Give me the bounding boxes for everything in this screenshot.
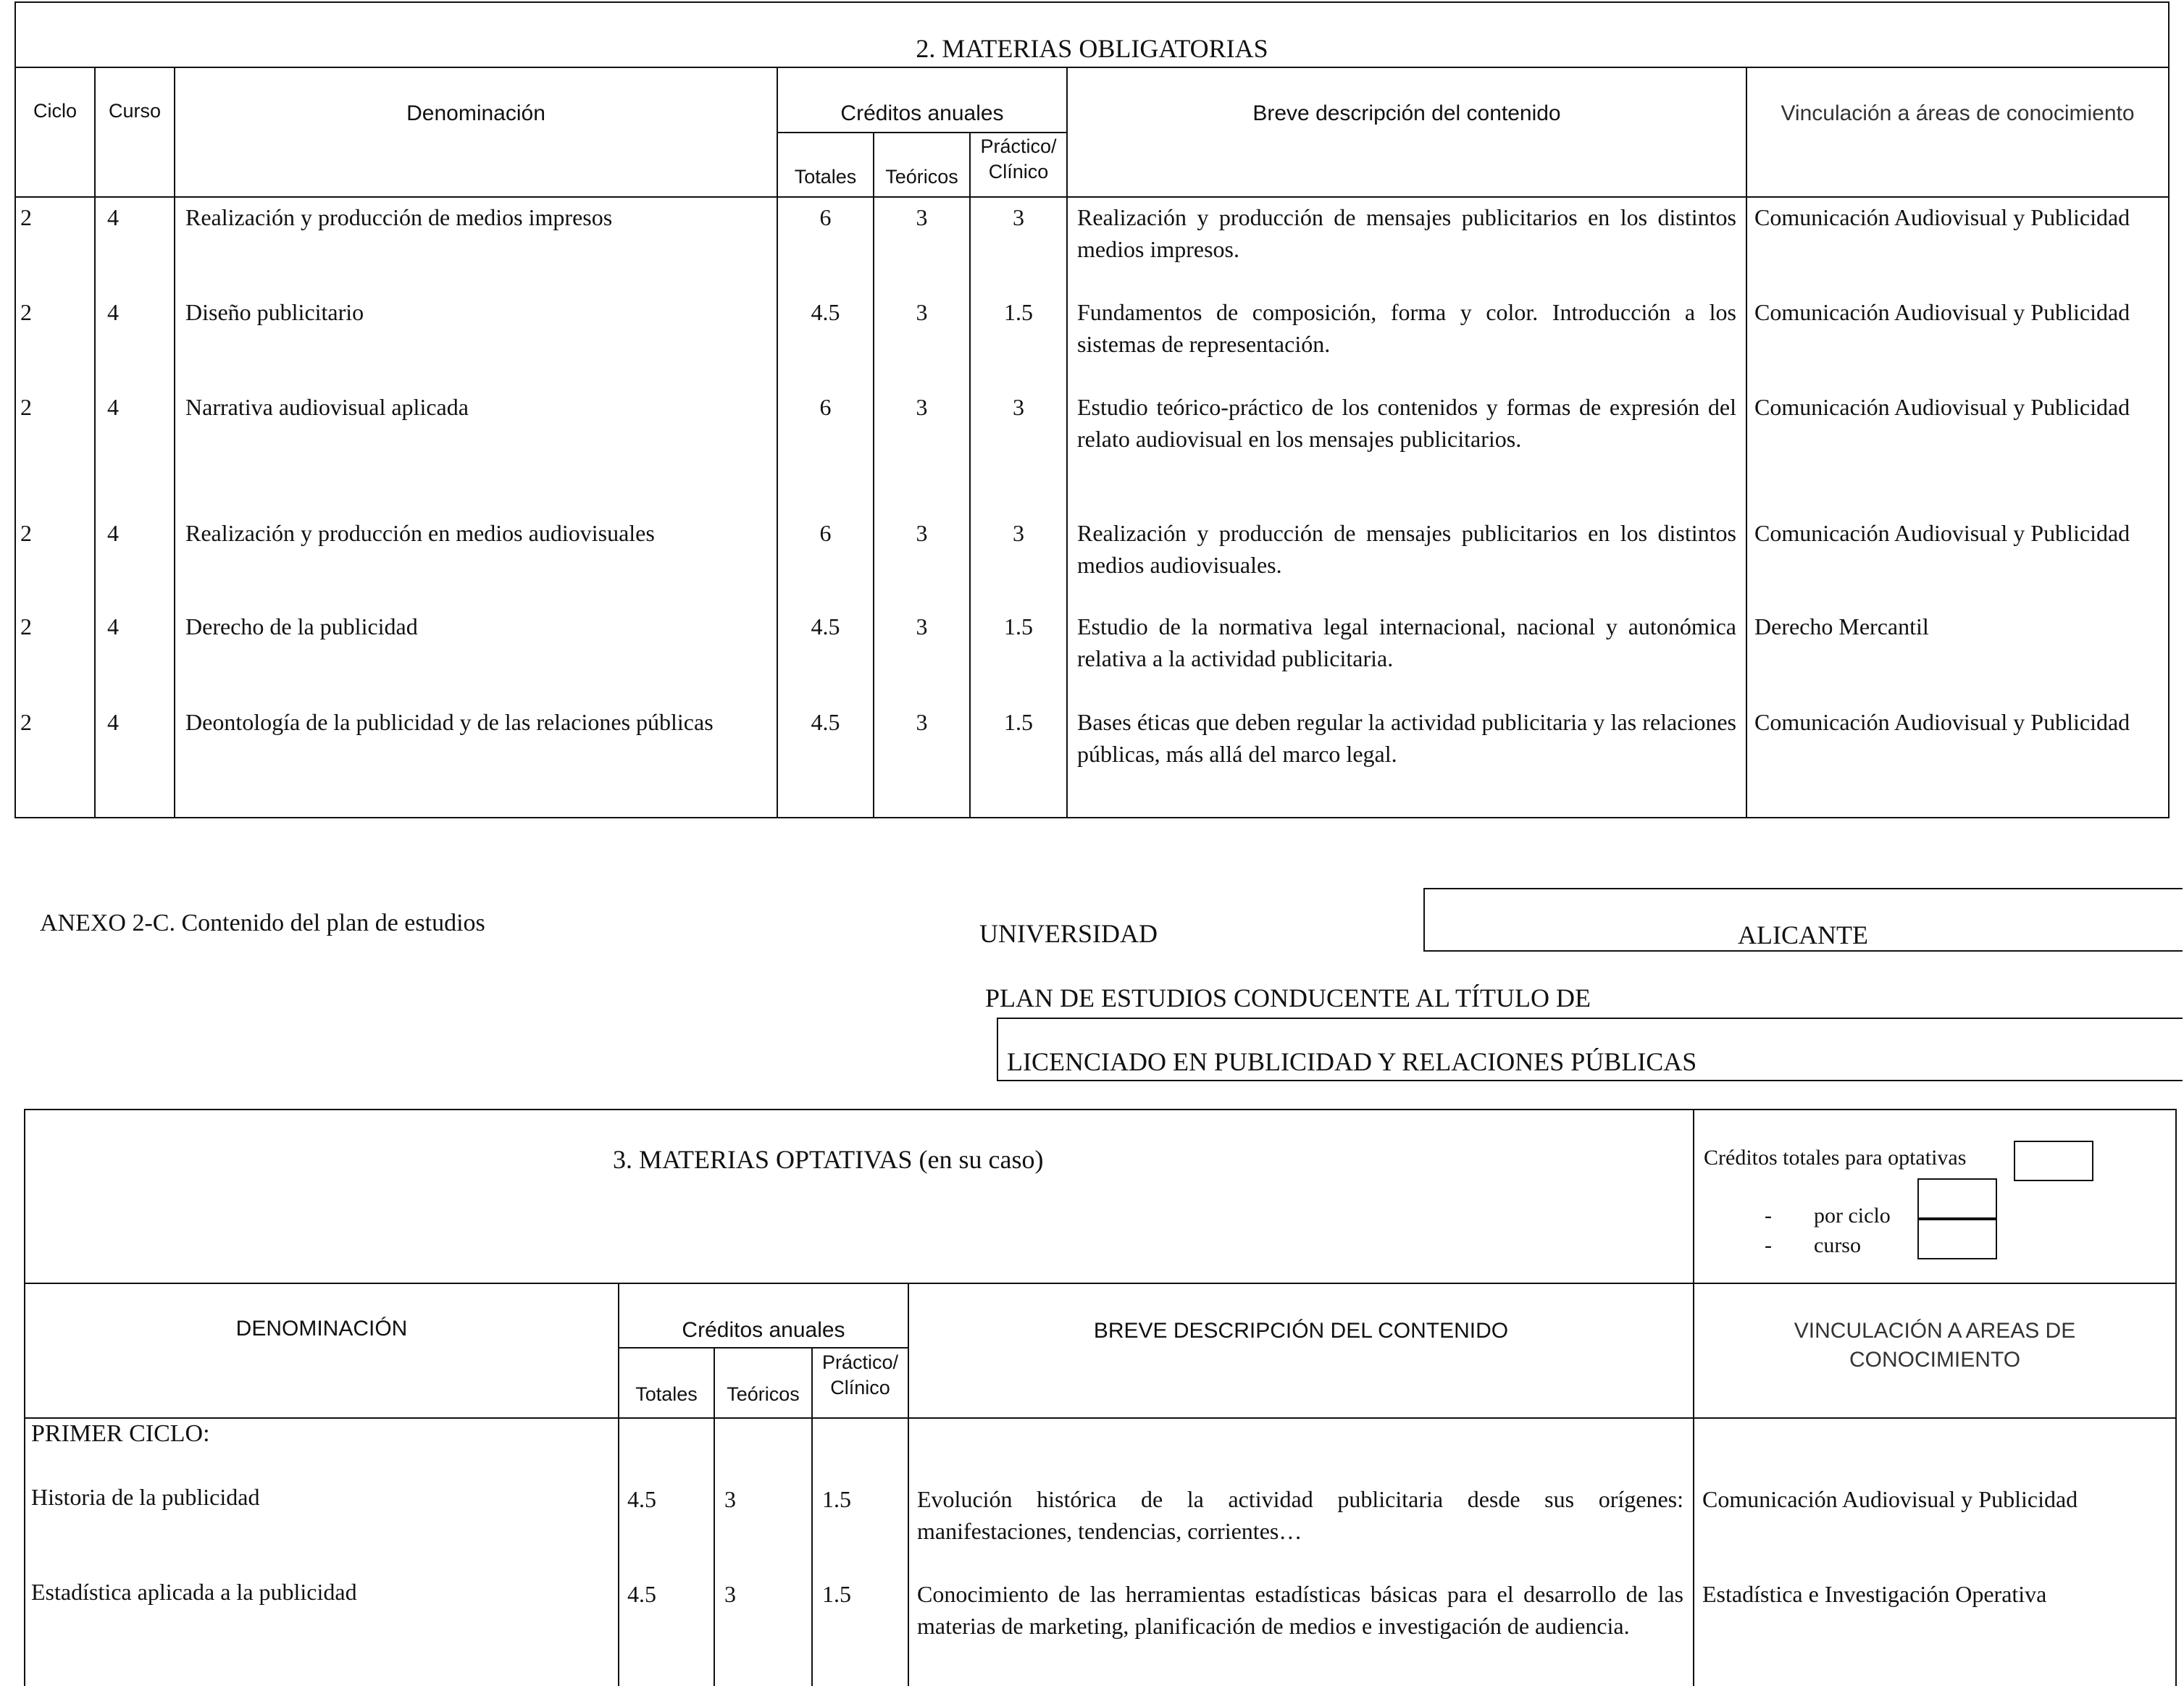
cell-practico: 1.5	[822, 1486, 851, 1512]
por-ciclo-dash: -	[1765, 1204, 1772, 1228]
cell-vinculacion: Estadística e Investigación Operativa	[1702, 1581, 2047, 1607]
cell-ciclo: 2	[20, 520, 32, 546]
header-vinculacion-1: VINCULACIÓN A AREAS DE	[1794, 1319, 2076, 1343]
cell-practico: 3	[1013, 394, 1024, 420]
cell-totales: 6	[819, 204, 832, 230]
header-vinculacion-2: CONOCIMIENTO	[1849, 1348, 2021, 1372]
cell-curso: 4	[107, 613, 119, 639]
cell-vinculacion: Comunicación Audiovisual y Publicidad	[1754, 204, 2130, 230]
cell-practico: 3	[1013, 204, 1024, 230]
cell-descripcion: Bases éticas que deben regular la actividad publicitaria y las relaciones públicas, más allá del marco legal.	[1077, 709, 1736, 767]
creditos-totales-label: Créditos totales para optativas	[1704, 1146, 1967, 1170]
header-totales: Totales	[794, 166, 857, 188]
cell-teoricos: 3	[724, 1486, 736, 1512]
cell-totales: 4.5	[811, 299, 840, 325]
cell-curso: 4	[107, 520, 119, 546]
header-teoricos: Teóricos	[727, 1383, 800, 1405]
cell-curso: 4	[107, 394, 119, 420]
curso-dash: -	[1765, 1233, 1772, 1257]
cell-descripcion: Conocimiento de las herramientas estadísticas básicas para el desarrollo de las materias de marketing, planificación de medios e investigación de audiencia.	[917, 1581, 1683, 1639]
cell-vinculacion: Comunicación Audiovisual y Publicidad	[1702, 1486, 2078, 1512]
cell-curso: 4	[107, 709, 119, 735]
cell-denominacion: Historia de la publicidad	[31, 1484, 260, 1510]
cell-teoricos: 3	[916, 709, 928, 735]
cell-descripcion: Realización y producción de mensajes publicitarios en los distintos medios impresos.	[1077, 204, 1736, 262]
header-creditos-anuales: Créditos anuales	[682, 1318, 845, 1342]
cell-vinculacion: Comunicación Audiovisual y Publicidad	[1754, 299, 2130, 325]
cell-descripcion: Realización y producción de mensajes publicitarios en los distintos medios audiovisuales.	[1077, 520, 1736, 578]
cell-denominacion: Realización y producción de medios impresos	[185, 204, 613, 230]
obligatorias-section-title: 2. MATERIAS OBLIGATORIAS	[916, 34, 1268, 63]
cell-practico: 1.5	[1004, 299, 1033, 325]
por-ciclo-label: por ciclo	[1814, 1204, 1891, 1228]
cell-teoricos: 3	[916, 299, 928, 325]
universidad-label: UNIVERSIDAD	[979, 919, 1158, 948]
header-denominacion: Denominación	[406, 101, 545, 125]
cell-descripcion: Estudio teórico-práctico de los contenidos y formas de expresión del relato audiovisual en los mensajes publicitarios.	[1077, 394, 1736, 452]
header-clinico: Clínico	[830, 1377, 890, 1398]
cell-denominacion: Estadística aplicada a la publicidad	[31, 1579, 357, 1605]
curso-box[interactable]	[1917, 1219, 1997, 1259]
cell-practico: 1.5	[822, 1581, 851, 1607]
universidad-value: ALICANTE	[1738, 920, 1868, 949]
header-descripcion: BREVE DESCRIPCIÓN DEL CONTENIDO	[1093, 1319, 1509, 1343]
header-totales: Totales	[635, 1383, 698, 1405]
header-practico: Práctico/	[821, 1351, 899, 1373]
titulo-value: LICENCIADO EN PUBLICIDAD Y RELACIONES PÚBLICAS	[1007, 1047, 1697, 1076]
cell-teoricos: 3	[724, 1581, 736, 1607]
cell-totales: 4.5	[811, 709, 840, 735]
cell-denominacion: Derecho de la publicidad	[185, 613, 418, 639]
cell-ciclo: 2	[20, 299, 32, 325]
cell-ciclo: 2	[20, 204, 32, 230]
header-denominacion: DENOMINACIÓN	[235, 1317, 408, 1341]
cell-vinculacion: Comunicación Audiovisual y Publicidad	[1754, 709, 2130, 735]
optativas-section-title: 3. MATERIAS OPTATIVAS (en su caso)	[613, 1145, 1044, 1174]
ciclo-label: PRIMER CICLO:	[31, 1420, 210, 1447]
header-vinculacion: Vinculación a áreas de conocimiento	[1781, 101, 2135, 125]
cell-practico: 3	[1013, 520, 1024, 546]
cell-vinculacion: Comunicación Audiovisual y Publicidad	[1754, 394, 2130, 420]
cell-totales: 4.5	[627, 1486, 656, 1512]
cell-teoricos: 3	[916, 613, 928, 639]
cell-totales: 4.5	[627, 1581, 656, 1607]
cell-ciclo: 2	[20, 613, 32, 639]
cell-denominacion: Diseño publicitario	[185, 299, 364, 325]
cell-curso: 4	[107, 204, 119, 230]
cell-totales: 6	[819, 520, 832, 546]
cell-teoricos: 3	[916, 520, 928, 546]
cell-ciclo: 2	[20, 394, 32, 420]
header-creditos-anuales: Créditos anuales	[840, 101, 1004, 125]
cell-denominacion: Narrativa audiovisual aplicada	[185, 394, 469, 420]
cell-practico: 1.5	[1004, 709, 1033, 735]
cell-teoricos: 3	[916, 204, 928, 230]
cell-descripcion: Fundamentos de composición, forma y color. Introducción a los sistemas de representación.	[1077, 299, 1736, 357]
cell-denominacion: Realización y producción en medios audiovisuales	[185, 520, 655, 546]
plan-label: PLAN DE ESTUDIOS CONDUCENTE AL TÍTULO DE	[985, 984, 1591, 1012]
cell-vinculacion: Derecho Mercantil	[1754, 613, 1929, 639]
cell-descripcion: Evolución histórica de la actividad publicitaria desde sus orígenes: manifestaciones, tendencias, corrientes…	[917, 1486, 1683, 1544]
cell-descripcion: Estudio de la normativa legal internacional, nacional y autonómica relativa a la actividad publicitaria.	[1077, 613, 1736, 671]
header-clinico: Clínico	[988, 161, 1049, 183]
cell-vinculacion: Comunicación Audiovisual y Publicidad	[1754, 520, 2130, 546]
cell-denominacion: Deontología de la publicidad y de las relaciones públicas	[185, 709, 714, 735]
header-descripcion: Breve descripción del contenido	[1252, 101, 1561, 125]
cell-teoricos: 3	[916, 394, 928, 420]
cell-totales: 4.5	[811, 613, 840, 639]
cell-totales: 6	[819, 394, 832, 420]
por-ciclo-box[interactable]	[1917, 1178, 1997, 1219]
header-teoricos: Teóricos	[885, 166, 958, 188]
anexo-title: ANEXO 2-C. Contenido del plan de estudios	[40, 910, 485, 936]
cell-ciclo: 2	[20, 709, 32, 735]
cell-practico: 1.5	[1004, 613, 1033, 639]
header-ciclo: Ciclo	[33, 100, 77, 122]
curso-label: curso	[1814, 1233, 1861, 1257]
cell-curso: 4	[107, 299, 119, 325]
header-practico: Práctico/	[980, 135, 1057, 157]
creditos-totales-box[interactable]	[2014, 1141, 2093, 1181]
header-curso: Curso	[108, 100, 162, 122]
